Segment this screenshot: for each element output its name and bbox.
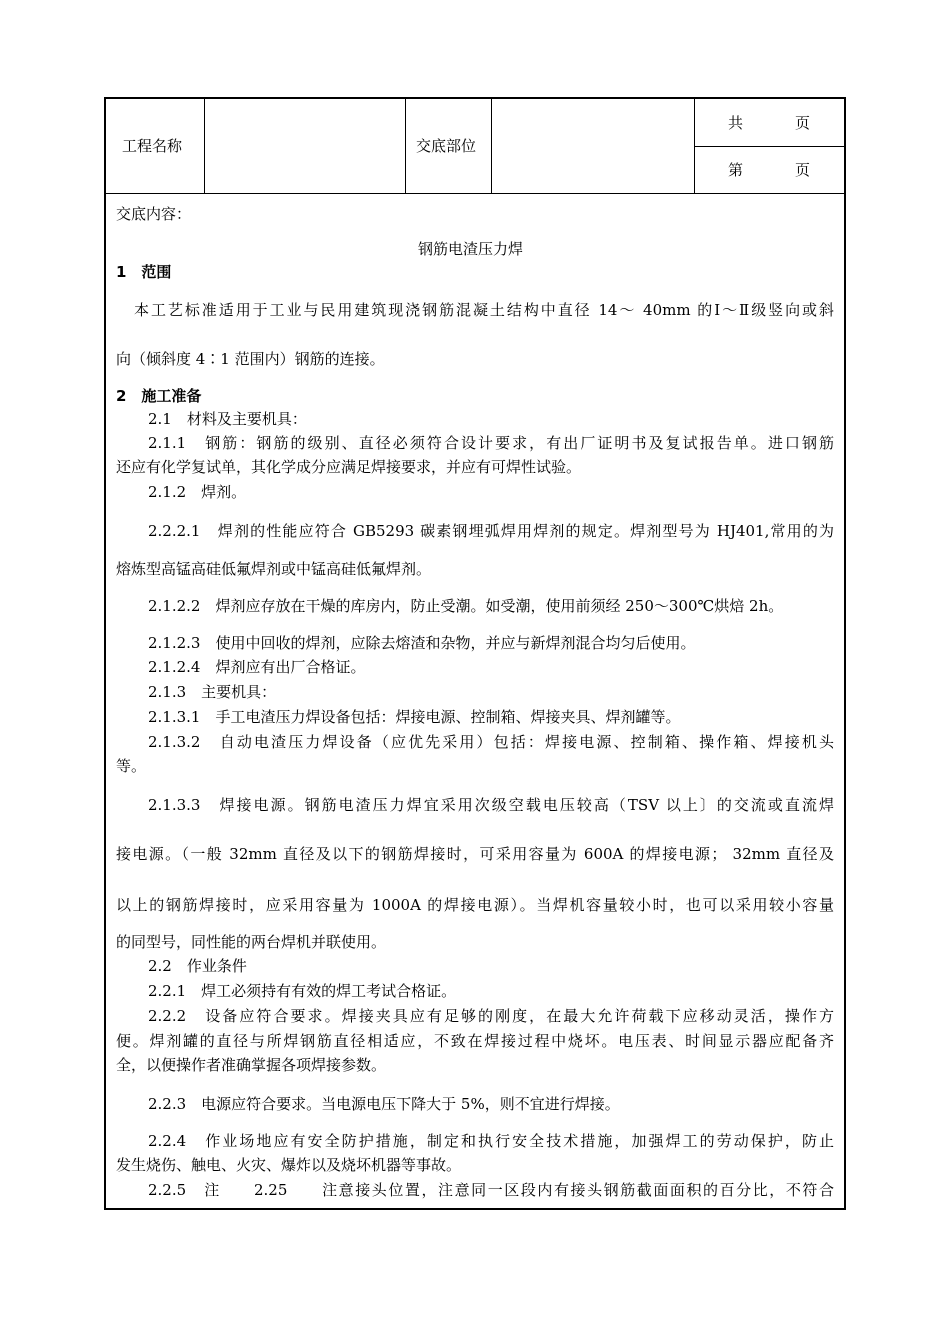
paragraph-line: 2.2.2.1 焊剂的性能应符合 GB5293 碳素钢埋弧焊用焊剂的规定。焊剂型号为 HJ401,常用的为 — [148, 522, 834, 540]
paragraph-line: 2.1.2.2 焊剂应存放在干燥的库房内，防止受潮。如受潮，使用前须经 250～300℃烘焙 2h。 — [148, 597, 784, 615]
paragraph-line: 以上的钢筋焊接时，应采用容量为 1000A 的焊接电源）。当焊机容量较小时，也可以采用较小容量 — [116, 896, 834, 914]
paragraph-line: 2.2.4 作业场地应有安全防护措施，制定和执行安全技术措施，加强焊工的劳动保护，防止 — [148, 1132, 834, 1150]
paragraph-line: 2.1.2.3 使用中回收的焊剂，应除去熔渣和杂物，并应与新焊剂混合均匀后使用。 — [148, 634, 696, 652]
paragraph-line: 2.2.3 电源应符合要求。当电源电压下降大于 5%，则不宜进行焊接。 — [148, 1095, 620, 1113]
subsection-line: 2.1.3 主要机具： — [148, 683, 277, 701]
location-label: 交底部位 — [416, 137, 477, 155]
paragraph-line: 便。焊剂罐的直径与所焊钢筋直径相适应，不致在焊接过程中烧坏。电压表、时间显示器应配备齐 — [116, 1032, 834, 1050]
paragraph-line: 本工艺标准适用于工业与民用建筑现浇钢筋混凝土结构中直径 14～ 40mm 的Ⅰ～Ⅱ级竖向或斜 — [134, 301, 834, 319]
paragraph-line: 2.1.3.3 焊接电源。钢筋电渣压力焊宜采用次级空载电压较高（TSV 以上〕的交流或直流焊 — [148, 796, 834, 814]
page-number-suffix: 页 — [795, 161, 811, 179]
form-header — [106, 99, 844, 194]
total-pages-prefix: 共 — [728, 114, 744, 132]
paragraph-line: 2.1.1 钢筋：钢筋的级别、直径必须符合设计要求，有出厂证明书及复试报告单。进口钢筋 — [148, 434, 834, 452]
section-heading: 2 施工准备 — [116, 387, 202, 405]
project-name-label: 工程名称 — [122, 137, 183, 155]
divider — [204, 99, 205, 193]
paragraph-line: 2.1.3.1 手工电渣压力焊设备包括：焊接电源、控制箱、焊接夹具、焊剂罐等。 — [148, 708, 681, 726]
paragraph-line: 2.2.2 设备应符合要求。焊接夹具应有足够的刚度，在最大允许荷载下应移动灵活，操作方 — [148, 1007, 834, 1025]
total-pages-suffix: 页 — [795, 114, 811, 132]
paragraph-line: 熔炼型高锰高硅低氟焊剂或中锰高硅低氟焊剂。 — [116, 560, 432, 578]
paragraph-line: 还应有化学复试单，其化学成分应满足焊接要求，并应有可焊性试验。 — [116, 458, 582, 476]
paragraph-line: 接电源。（一般 32mm 直径及以下的钢筋焊接时，可采用容量为 600A 的焊接电源； 32mm 直径及 — [116, 845, 834, 863]
paragraph-line: 发生烧伤、触电、火灾、爆炸以及烧坏机器等事故。 — [116, 1156, 462, 1174]
paragraph-line: 2.1.3.2 自动电渣压力焊设备（应优先采用）包括：焊接电源、控制箱、操作箱、焊接机头 — [148, 733, 834, 751]
disclosure-form — [104, 97, 846, 1210]
document-title: 钢筋电渣压力焊 — [418, 240, 524, 258]
page-number-prefix: 第 — [728, 161, 744, 179]
subsection-line: 2.1 材料及主要机具： — [148, 410, 307, 428]
section-heading: 1 范围 — [116, 263, 172, 281]
paragraph-line: 等。 — [116, 757, 147, 775]
paragraph-line: 2.1.2.4 焊剂应有出厂合格证。 — [148, 658, 366, 676]
divider — [405, 99, 406, 193]
paragraph-line: 全，以便操作者准确掌握各项焊接参数。 — [116, 1056, 387, 1074]
paragraph-line: 的同型号，同性能的两台焊机并联使用。 — [116, 933, 387, 951]
divider — [491, 99, 492, 193]
paragraph-line: 向（倾斜度 4∶1 范围内）钢筋的连接。 — [116, 350, 385, 368]
paragraph-line: 2.2.1 焊工必须持有有效的焊工考试合格证。 — [148, 982, 457, 1000]
intro-label: 交底内容： — [116, 205, 192, 223]
divider — [694, 146, 844, 147]
subsection-line: 2.1.2 焊剂。 — [148, 483, 247, 501]
paragraph-line: 2.2.5 注 2.25 注意接头位置，注意同一区段内有接头钢筋截面面积的百分比，不符合 — [148, 1181, 834, 1199]
subsection-line: 2.2 作业条件 — [148, 957, 247, 975]
